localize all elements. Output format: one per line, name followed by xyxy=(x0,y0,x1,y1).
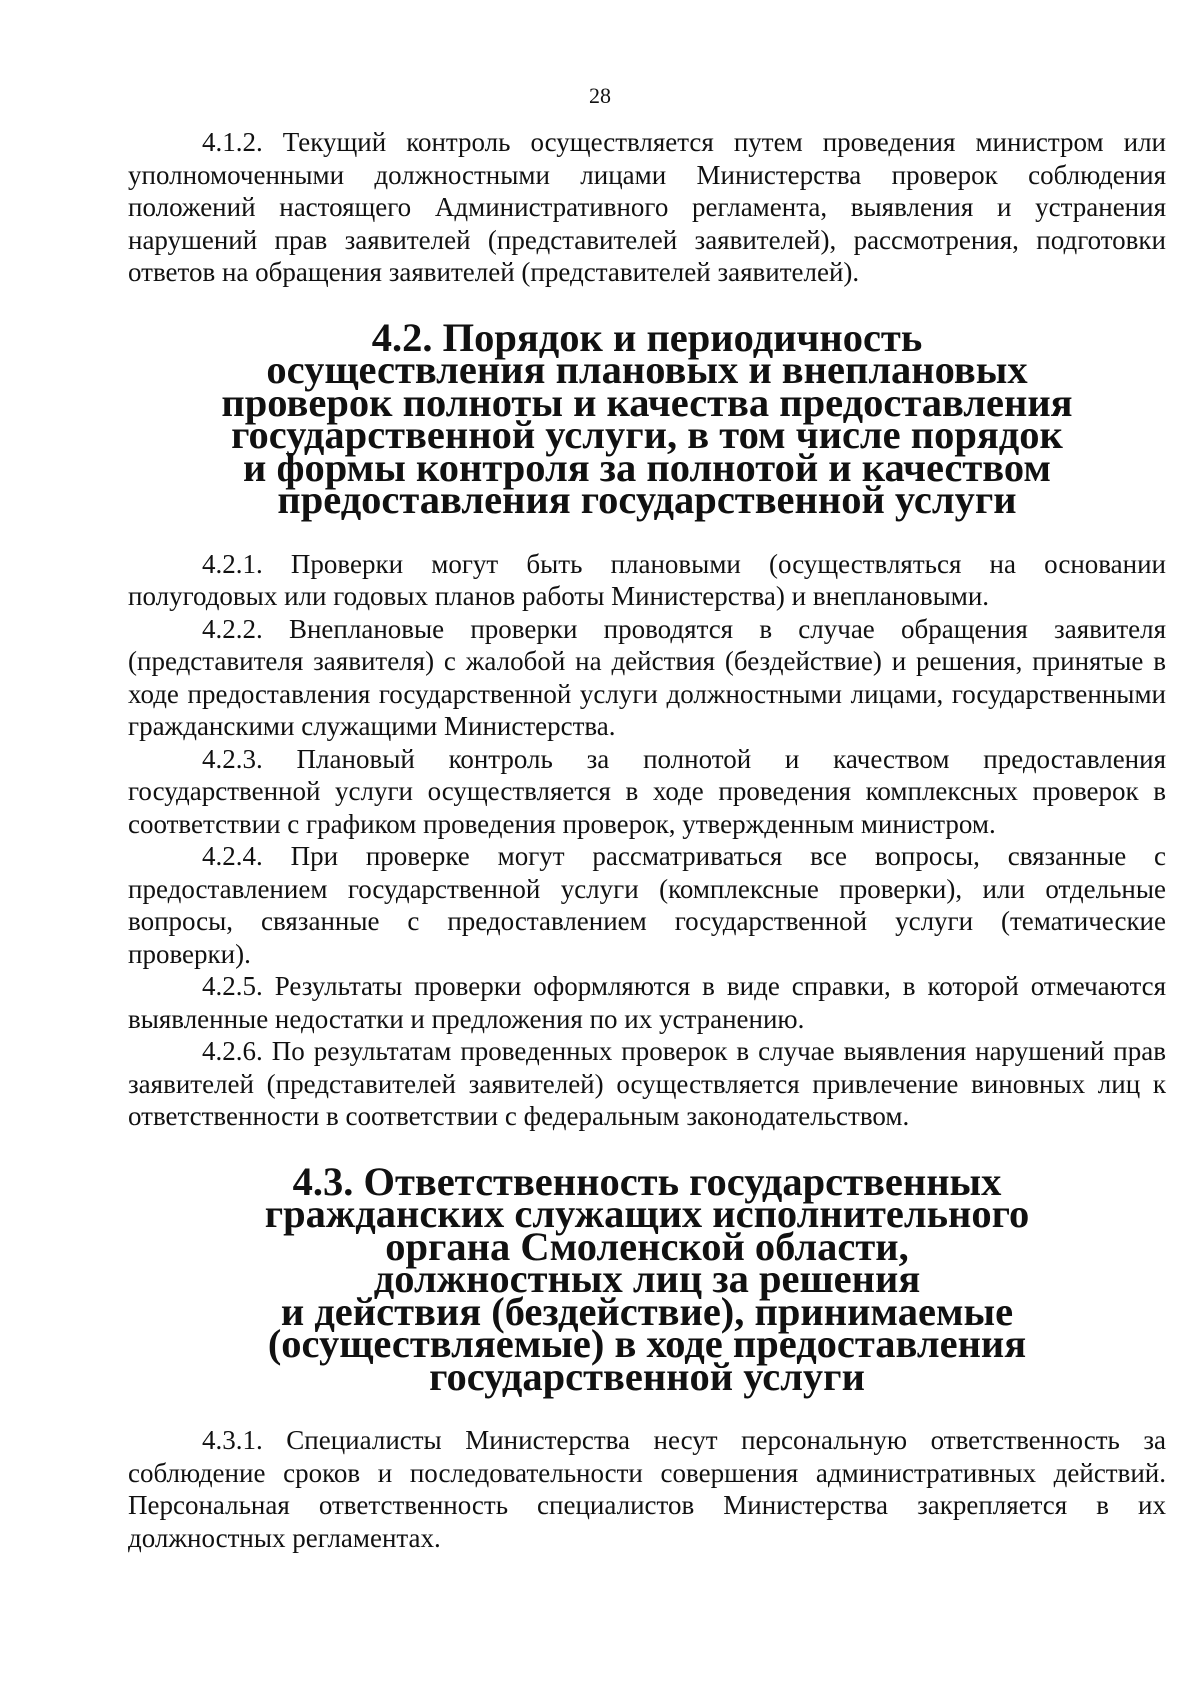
section-title-4-2 xyxy=(128,314,1166,522)
section-title-line: и действия (бездействие), принимаемые xyxy=(280,1288,1014,1334)
section-title-line: органа Смоленской области, xyxy=(385,1223,909,1269)
section-title-line: проверок полноты и качества предоставления xyxy=(221,379,1073,425)
section-title-line: (осуществляемые) в ходе предоставления xyxy=(267,1321,1027,1366)
section-title-line: предоставления государственной услуги xyxy=(277,477,1017,522)
section-title-line: и формы контроля за полнотой и качеством xyxy=(243,444,1051,490)
section-title-4-3 xyxy=(128,1158,1166,1399)
paragraph-4-2-3: 4.2.3. Плановый контроль за полнотой и качеством предоставления государственной услуги осуществляется в ходе проведения комплексных проверок в соответствии с графиком проведения проверок, утвержденным министром. xyxy=(128,743,1166,839)
section-title-line: осуществления плановых и внеплановых xyxy=(266,347,1028,392)
document-body xyxy=(128,126,1166,1554)
section-title-line: государственной услуги, в том числе порядок xyxy=(231,412,1063,457)
paragraph-4-2-1: 4.2.1. Проверки могут быть плановыми (осуществляться на основании полугодовых или годовых планов работы Министерства) и внеплановыми. xyxy=(128,548,1166,611)
section-title-line: 4.2. Порядок и периодичность xyxy=(371,314,923,360)
paragraph-4-2-4: 4.2.4. При проверке могут рассматриваться все вопросы, связанные с предоставлением государственной услуги (комплексные проверки), или отдельные вопросы, связанные с предоставлением государственной услуги (тематические проверки). xyxy=(128,841,1166,969)
paragraph-4-1-2: 4.1.2. Текущий контроль осуществляется путем проведения министром или уполномоченными должностными лицами Министерства проверок соблюдения положений настоящего Административного регламента, выявления и устранения нарушений прав заявителей (представителей заявителей), рассмотрения, подготовки ответов на обращения заявителей (представителей заявителей). xyxy=(128,127,1166,287)
paragraph-4-2-5: 4.2.5. Результаты проверки оформляются в виде справки, в которой отмечаются выявленные недостатки и предложения по их устранению. xyxy=(128,971,1166,1034)
paragraph-4-3-1: 4.3.1. Специалисты Министерства несут персональную ответственность за соблюдение сроков и последовательности совершения административных действий. Персональная ответственность специалистов Министерства закрепляется в их должностных регламентах. xyxy=(128,1425,1166,1553)
section-title-line: государственной услуги xyxy=(429,1353,865,1399)
paragraph-4-2-6: 4.2.6. По результатам проведенных проверок в случае выявления нарушений прав заявителей (представителей заявителей) осуществляется привлечение виновных лиц к ответственности в соответствии с федеральным законодательством. xyxy=(128,1036,1166,1131)
section-title-line: должностных лиц за решения xyxy=(373,1256,921,1301)
section-title-line: гражданских служащих исполнительного xyxy=(264,1191,1030,1236)
paragraph-4-2-2: 4.2.2. Внеплановые проверки проводятся в случае обращения заявителя (представителя заявителя) с жалобой на действия (бездействие) и решения, принятые в ходе предоставления государственной услуги должностными лицами, государственными гражданскими служащими Министерства. xyxy=(128,613,1166,741)
section-title-line: 4.3. Ответственность государственных xyxy=(292,1158,1002,1204)
page-number: 28 xyxy=(589,83,611,108)
